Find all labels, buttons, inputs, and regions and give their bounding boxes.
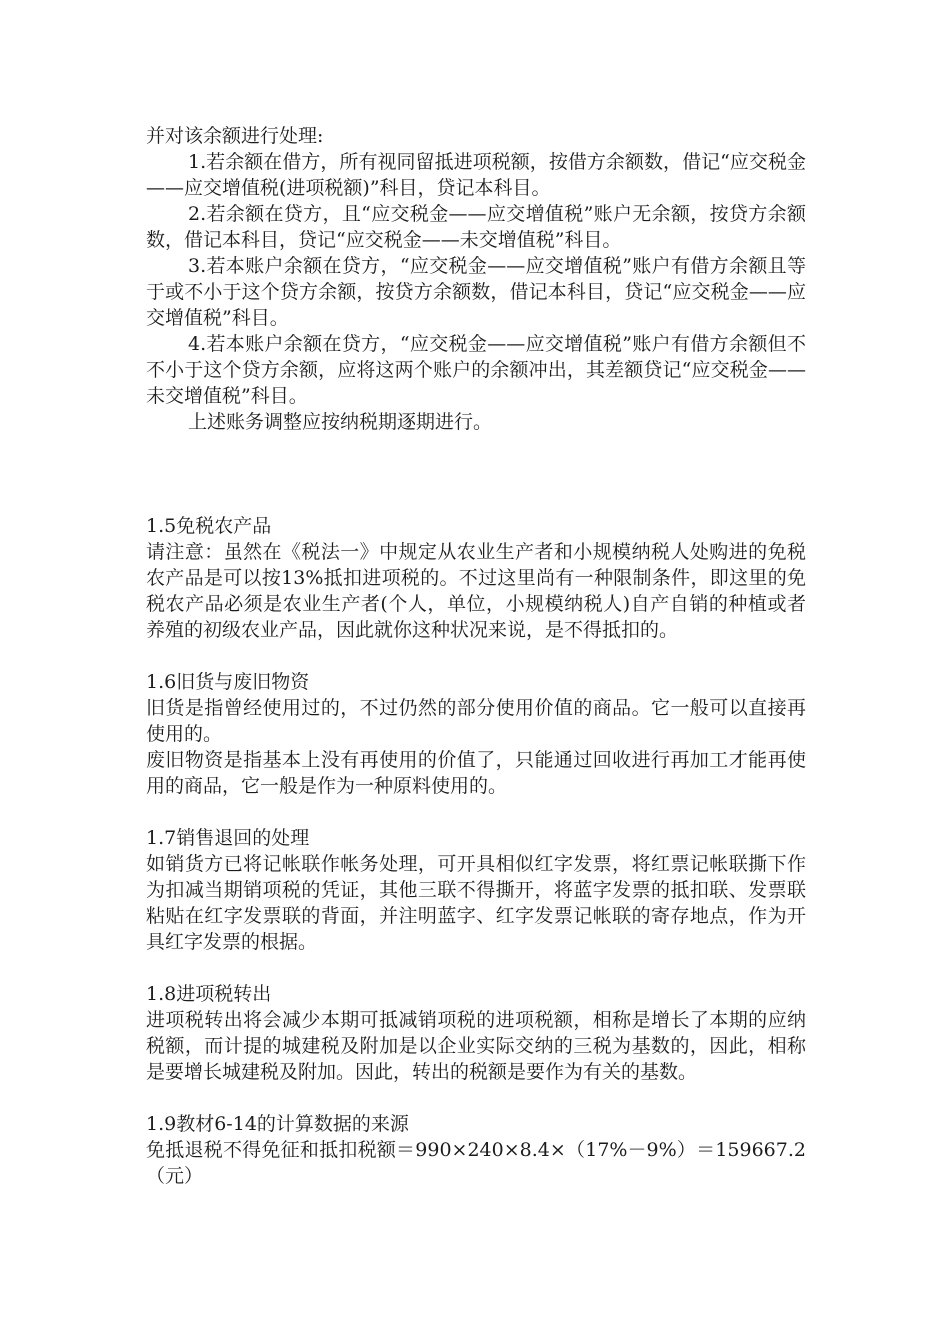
section-title-1-5: 1.5免税农产品 [146, 515, 272, 537]
list-item: 1.若余额在借方，所有视同留抵进项税额，按借方余额数，借记“应交税金——应交增值税(进项税额)”科目，贷记本科目。 [146, 151, 806, 199]
spacer [146, 1085, 806, 1111]
section-paragraph: 请注意：虽然在《税法一》中规定从农业生产者和小规模纳税人处购进的免税农产品是可以按13%抵扣进项税的。不过这里尚有一种限制条件，即这里的免税农产品必须是农业生产者(个人，单位，小规模纳税人)自产自销的种植或者养殖的初级农业产品，因此就你这种状况来说，是不得抵扣的。 [146, 541, 806, 641]
closing-note: 上述账务调整应按纳税期逐期进行。 [188, 411, 493, 433]
spacer [146, 955, 806, 981]
section-title-1-8: 1.8进项税转出 [146, 983, 272, 1005]
spacer [146, 799, 806, 825]
document-body [146, 123, 806, 1189]
spacer [146, 643, 806, 669]
intro-paragraph: 并对该余额进行处理: [146, 125, 324, 147]
list-item: 3.若本账户余额在贷方，“应交税金——应交增值税”账户有借方余额且等于或不小于这个贷方余额，按贷方余额数，借记本科目，贷记“应交税金——应交增值税”科目。 [146, 255, 806, 329]
section-title-1-6: 1.6旧货与废旧物资 [146, 671, 310, 693]
list-item: 4.若本账户余额在贷方，“应交税金——应交增值税”账户有借方余额但不不小于这个贷方余额，应将这两个账户的余额冲出，其差额贷记“应交税金——未交增值税”科目。 [146, 333, 806, 407]
section-paragraph: 废旧物资是指基本上没有再使用的价值了，只能通过回收进行再加工才能再使用的商品，它一般是作为一种原料使用的。 [146, 749, 806, 797]
section-paragraph: 如销货方已将记帐联作帐务处理，可开具相似红字发票，将红票记帐联撕下作为扣减当期销项税的凭证，其他三联不得撕开，将蓝字发票的抵扣联、发票联粘贴在红字发票联的背面，并注明蓝字、红字发票记帐联的寄存地点，作为开具红字发票的根据。 [146, 853, 806, 953]
list-item: 2.若余额在贷方，且“应交税金——应交增值税”账户无余额，按贷方余额数，借记本科目，贷记“应交税金——未交增值税”科目。 [146, 203, 806, 251]
spacer [146, 435, 806, 513]
section-title-1-7: 1.7销售退回的处理 [146, 827, 310, 849]
section-paragraph: 旧货是指曾经使用过的，不过仍然的部分使用价值的商品。它一般可以直接再使用的。 [146, 697, 806, 745]
section-paragraph: 免抵退税不得免征和抵扣税额＝990×240×8.4×（17%－9%）＝159667.2（元） [146, 1139, 806, 1187]
section-title-1-9: 1.9教材6-14的计算数据的来源 [146, 1113, 409, 1135]
section-paragraph: 进项税转出将会减少本期可抵减销项税的进项税额，相称是增长了本期的应纳税额，而计提的城建税及附加是以企业实际交纳的三税为基数的，因此，相称是要增长城建税及附加。因此，转出的税额是要作为有关的基数。 [146, 1009, 806, 1083]
